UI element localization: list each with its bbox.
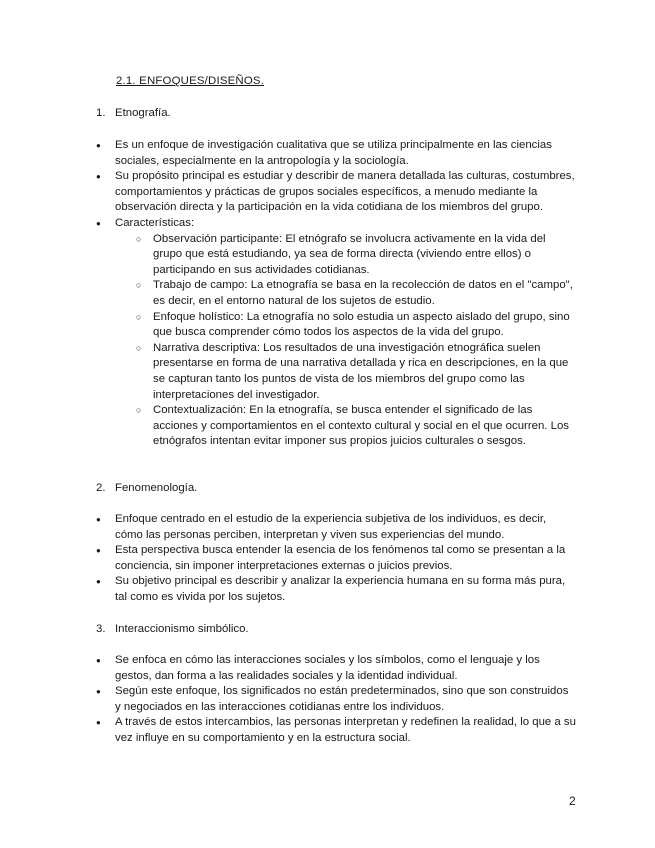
sub-list-item: ○ Enfoque holístico: La etnografía no solo estudia un aspecto aislado del grupo, sino que busca comprender cómo todos los aspectos de la vida del grupo. <box>115 310 577 341</box>
section-title-text: Fenomenología. <box>115 482 198 494</box>
list-item: ● A través de estos intercambios, las personas interpretan y redefinen la realidad, lo que a su vez influye en su comportamiento y en la estructura social. <box>0 715 577 746</box>
section-1-title <box>96 106 171 122</box>
section-number: 1. <box>96 107 106 119</box>
section-3-bullets <box>0 653 655 747</box>
list-item: ● Enfoque centrado en el estudio de la experiencia subjetiva de los individuos, es decir, cómo las personas perciben, interpretan y viven sus experiencias del mundo. <box>0 512 577 543</box>
list-item: ● Esta perspectiva busca entender la esencia de los fenómenos tal como se presentan a la conciencia, sin imponer interpretaciones externas o juicios previos. <box>0 543 577 574</box>
list-item: ● Se enfoca en cómo las interacciones sociales y los símbolos, como el lenguaje y los gestos, dan forma a las realidades sociales y la identidad individual. <box>0 653 577 684</box>
sub-list-item: ○ Trabajo de campo: La etnografía se basa en la recolección de datos en el "campo", es decir, en el entorno natural de los sujetos de estudio. <box>115 278 577 309</box>
section-number: 3. <box>96 623 106 635</box>
section-2-title <box>96 481 197 497</box>
section-1-bullets <box>0 138 655 450</box>
section-heading: 2.1. ENFOQUES/DISEÑOS. <box>116 75 265 87</box>
section-number: 2. <box>96 482 106 494</box>
section-title-text: Interaccionismo simbólico. <box>115 623 249 635</box>
sub-list-item: ○ Narrativa descriptiva: Los resultados de una investigación etnográfica suelen presentarse en forma de una narrativa detallada y rica en descripciones, en la que se capturan tanto los puntos de vista de los miembros del grupo como las interpretaciones del investigador. <box>115 341 577 403</box>
list-item <box>0 216 577 450</box>
list-item: ● Es un enfoque de investigación cualitativa que se utiliza principalmente en las ciencias sociales, especialmente en la antropología y la sociología. <box>0 138 577 169</box>
list-item-label: Características: <box>115 216 195 229</box>
sub-list-item: ○ Contextualización: En la etnografía, se busca entender el significado de las acciones y comportamientos en el contexto cultural y social en el que ocurren. Los etnógrafos intentan evitar imponer sus propios juicios culturales o sesgos. <box>115 403 577 450</box>
characteristics-list <box>115 232 577 450</box>
list-item: ● Según este enfoque, los significados no están predeterminados, sino que son construidos y negociados en las interacciones cotidianas entre los individuos. <box>0 684 577 715</box>
section-2-bullets <box>0 512 655 606</box>
sub-list-item: ○ Observación participante: El etnógrafo se involucra activamente en la vida del grupo que está estudiando, ya sea de forma directa (viviendo entre ellos) o participando en sus actividades cotidianas. <box>115 232 577 279</box>
section-3-title <box>96 622 249 638</box>
section-title-text: Etnografía. <box>115 107 171 119</box>
list-item: ● Su objetivo principal es describir y analizar la experiencia humana en su forma más pura, tal como es vivida por los sujetos. <box>0 574 577 605</box>
list-item: ● Su propósito principal es estudiar y describir de manera detallada las culturas, costumbres, comportamientos y prácticas de grupos sociales específicos, a menudo mediante la observación directa y la participación en la vida cotidiana de los miembros del grupo. <box>0 169 577 216</box>
page-number: 2 <box>569 794 576 808</box>
